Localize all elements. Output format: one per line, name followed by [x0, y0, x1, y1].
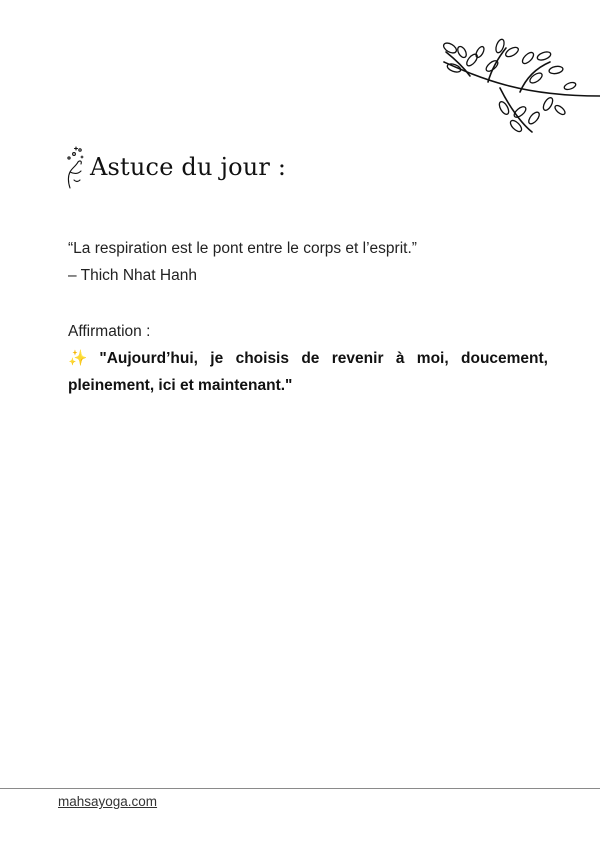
- quote-block: [68, 235, 548, 289]
- title-row: [64, 142, 286, 192]
- page-title: Astuce du jour :: [90, 153, 287, 181]
- affirmation-block: [68, 318, 548, 399]
- branch-illustration: [440, 38, 600, 134]
- affirmation-label: Affirmation :: [68, 323, 151, 340]
- affirmation-text-container: [68, 345, 548, 399]
- hand-sparkle-icon: [64, 144, 86, 190]
- affirmation-text: "Aujourd’hui, je choisis de revenir à moi, doucement, pleinement, ici et maintenant.": [68, 350, 548, 394]
- footer-divider: [0, 788, 600, 789]
- quote-text: “La respiration est le pont entre le corps et l’esprit.”: [68, 240, 417, 257]
- quote-author: – Thich Nhat Hanh: [68, 267, 197, 284]
- website-link[interactable]: mahsayoga.com: [58, 794, 158, 809]
- sparkle-icon: ✨: [68, 350, 96, 367]
